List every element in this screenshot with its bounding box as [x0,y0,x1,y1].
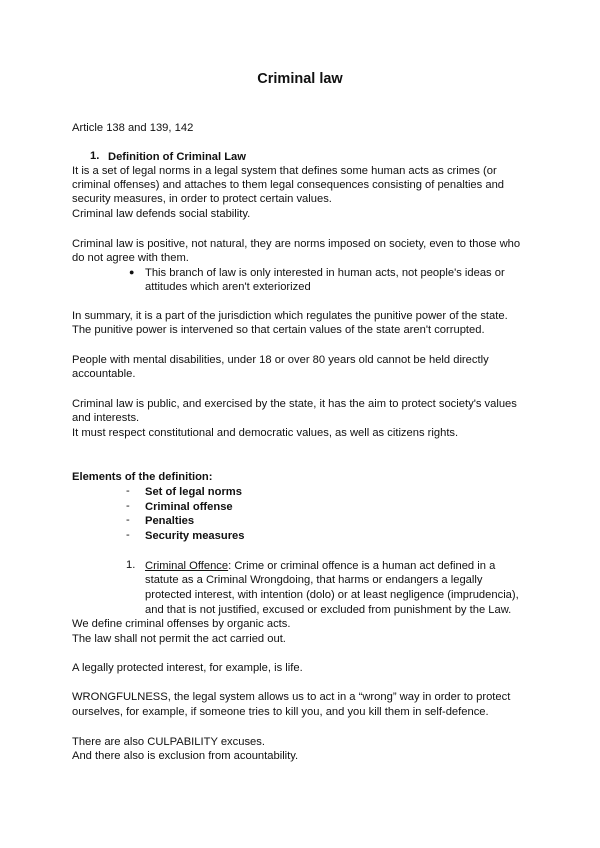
dash-marker: - [126,500,130,512]
bullet-icon: ● [129,267,135,277]
paragraph-line: It must respect constitutional and democratic values, as well as citizens rights. [72,427,459,439]
paragraph-line: A legally protected interest, for example, is life. [72,662,303,674]
paragraph-line: And there also is exclusion from acountability. [72,750,299,762]
offence-line: statute as a Criminal Wrongdoing, that harms or endangers a legally [145,574,483,586]
offence-number: 1. [126,559,136,571]
offence-line: protected interest, with intention (dolo) or at least negligence (imprudencia), [145,589,519,601]
paragraph-line: Criminal law is positive, not natural, they are norms imposed on society, even to those who [72,238,521,250]
element-item: Set of legal norms [145,486,242,498]
offence-term: Criminal Offence [145,560,229,572]
paragraph-line: WRONGFULNESS, the legal system allows us to act in a “wrong” way in order to protect [72,691,511,703]
dash-marker: - [126,514,130,526]
bullet-line: This branch of law is only interested in human acts, not people's ideas or [145,267,505,279]
paragraph-line: In summary, it is a part of the jurisdiction which regulates the punitive power of the state. [72,310,508,322]
article-reference: Article 138 and 139, 142 [72,122,194,134]
section-heading: Definition of Criminal Law [108,151,246,163]
paragraph-line: Criminal law defends social stability. [72,208,251,220]
dash-marker: - [126,485,130,497]
dash-marker: - [126,529,130,541]
element-item: Penalties [145,515,195,527]
element-item: Criminal offense [145,501,233,513]
paragraph-line: and interests. [72,412,140,424]
paragraph-line: criminal offenses) and attaches to them legal consequences consisting of penalties and [72,179,505,191]
bullet-line: attitudes which aren't exteriorized [145,281,311,293]
offence-definition-start: : Crime or criminal offence is a human act defined in a [228,560,496,572]
paragraph-line: People with mental disabilities, under 18 or over 80 years old cannot be held directly [72,354,489,366]
paragraph-line: We define criminal offenses by organic acts. [72,618,291,630]
elements-heading: Elements of the definition: [72,471,213,483]
paragraph-line: Criminal law is public, and exercised by the state, it has the aim to protect society's values [72,398,517,410]
paragraph-line: do not agree with them. [72,252,189,264]
paragraph-line: There are also CULPABILITY excuses. [72,736,265,748]
offence-line: and that is not justified, excused or excluded from punishment by the Law. [145,604,512,616]
paragraph-line: ourselves, for example, if someone tries to kill you, and you kill them in self-defence. [72,706,489,718]
paragraph-line: security measures, in order to protect certain values. [72,193,332,205]
section-number: 1. [90,150,100,162]
paragraph-line: accountable. [72,368,136,380]
element-item: Security measures [145,530,245,542]
offence-first-line [145,559,495,573]
paragraph-line: It is a set of legal norms in a legal system that defines some human acts as crimes (or [72,165,497,177]
paragraph-line: The punitive power is intervened so that certain values of the state aren't corrupted. [72,324,485,336]
page-title: Criminal law [257,71,343,87]
paragraph-line: The law shall not permit the act carried out. [72,633,286,645]
